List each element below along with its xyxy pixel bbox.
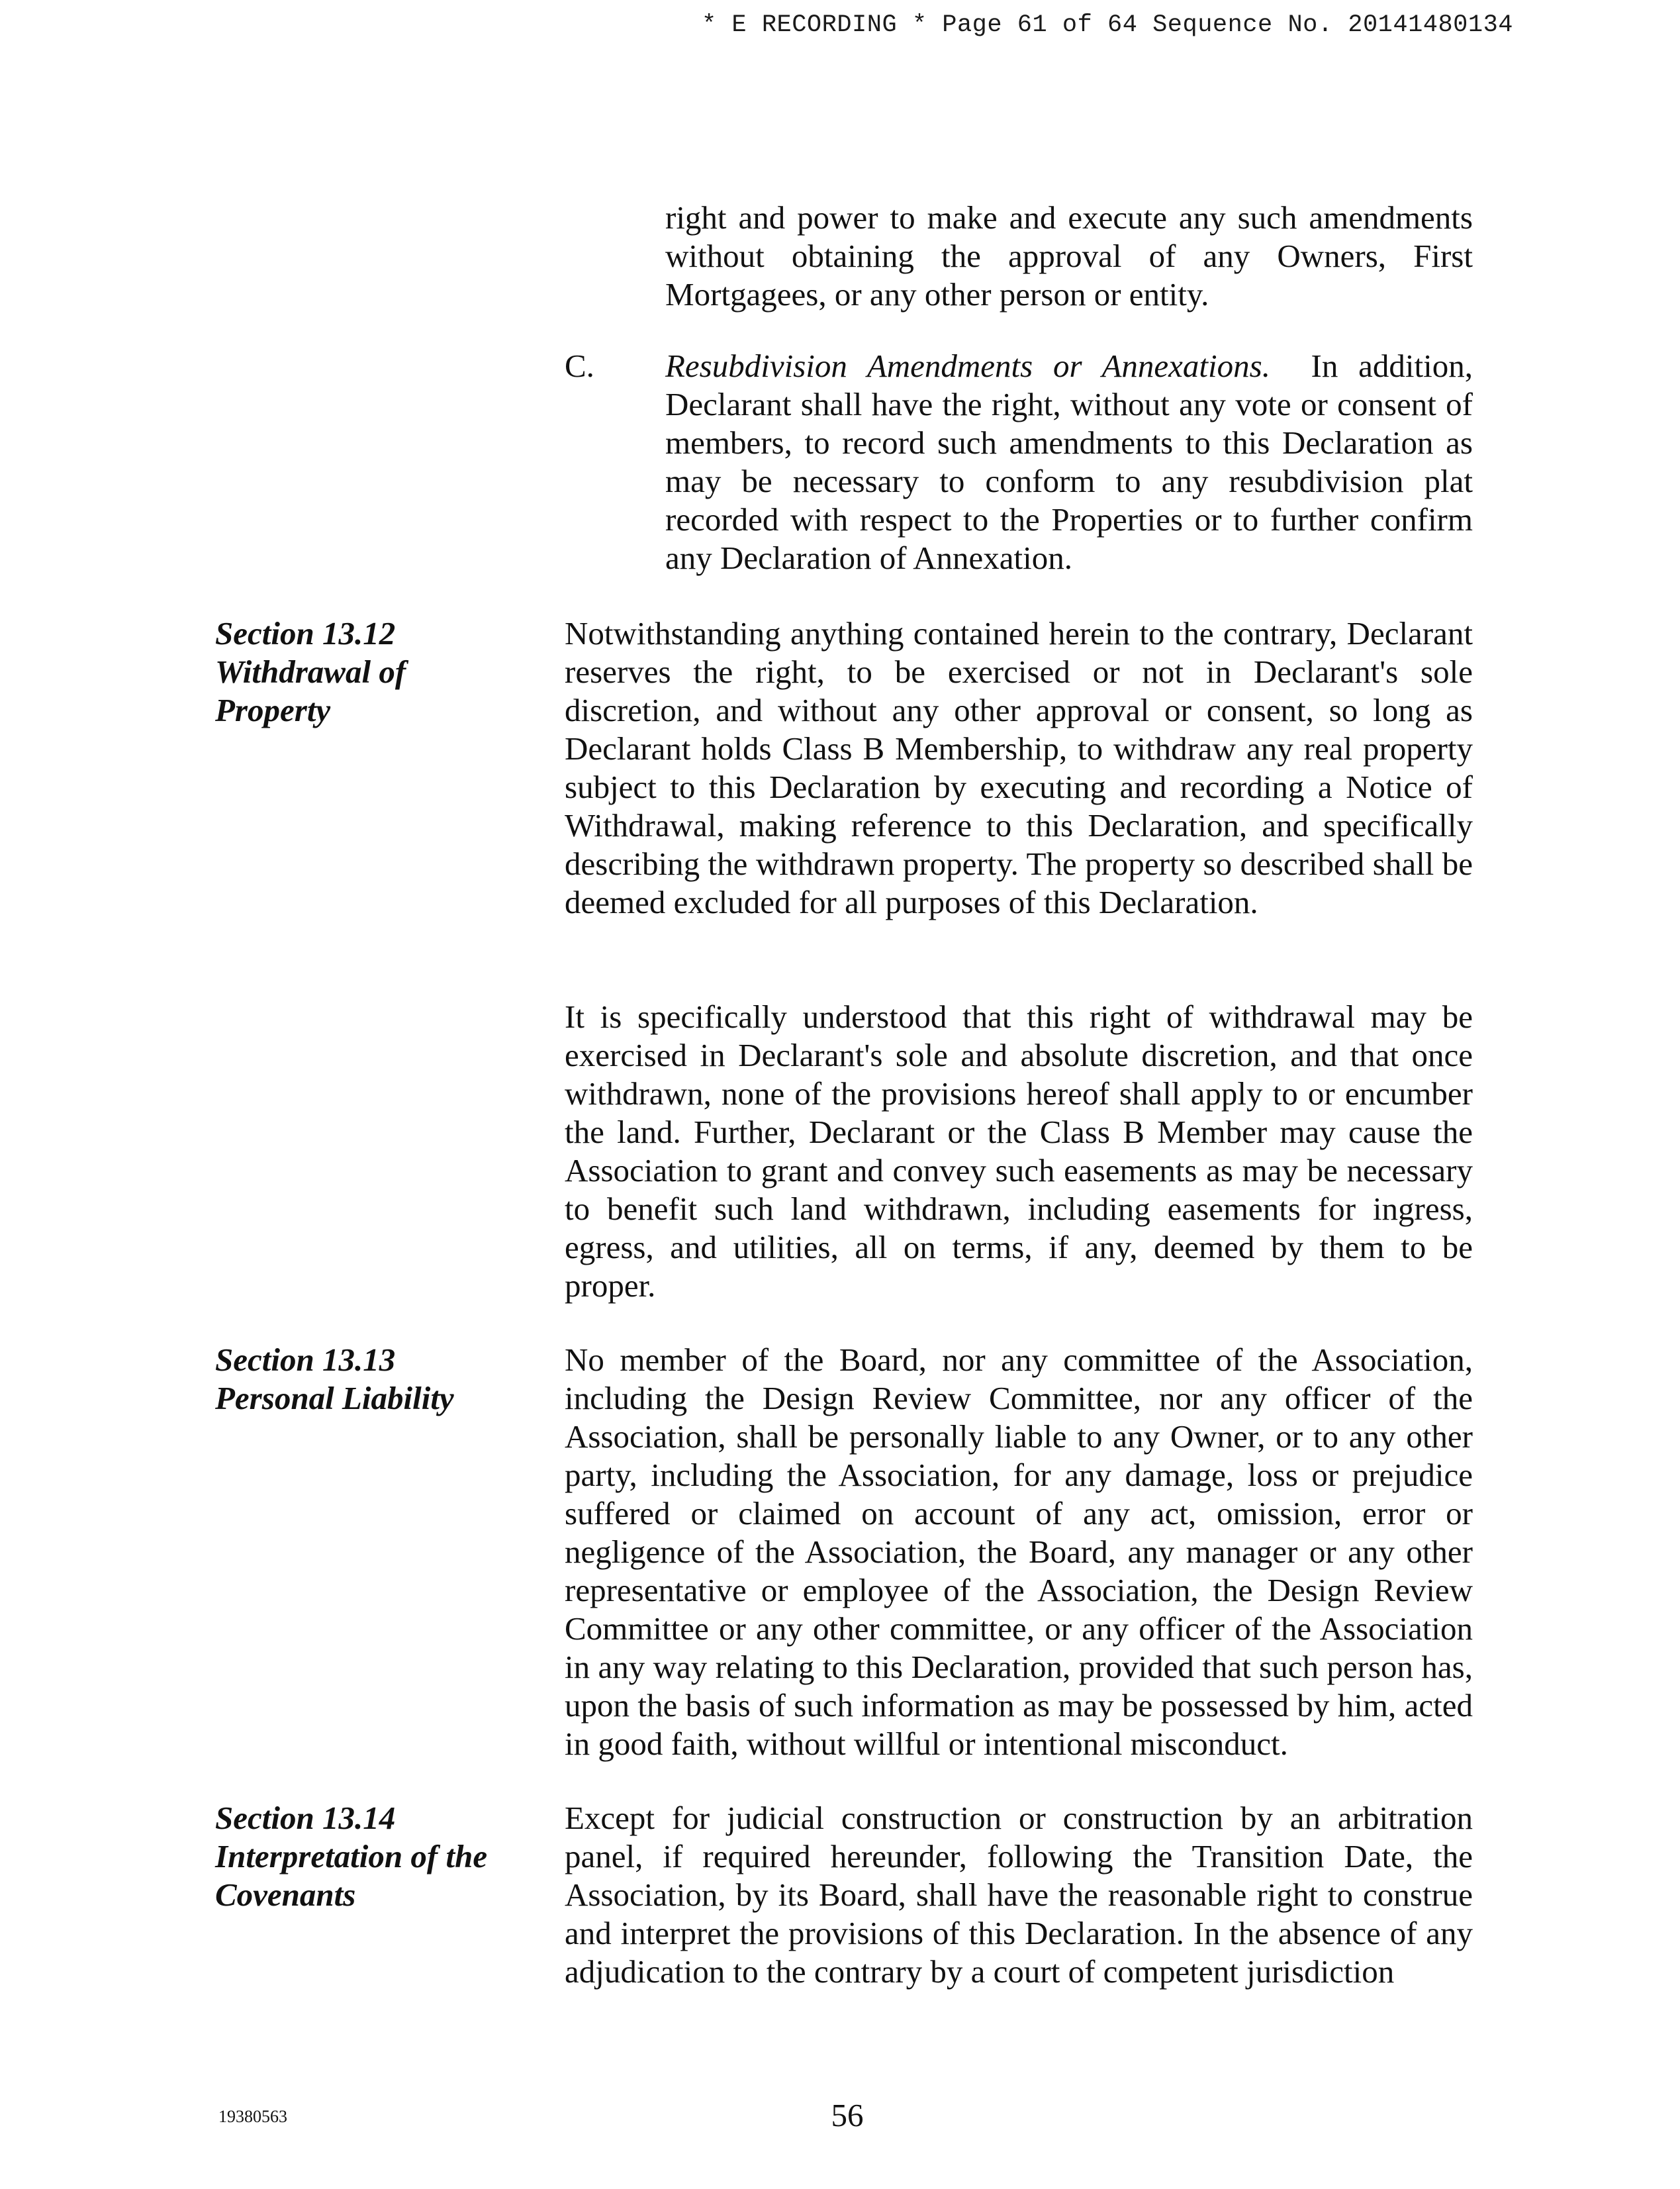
page-number: 56	[831, 2097, 864, 2133]
section-13-13-title: Personal Liability	[215, 1380, 454, 1416]
section-13-14-paragraph-1: Except for judicial construction or construction by an arbitration panel, if required hereunder, following the Transition Date, the Association, by its Board, shall have the reasonable right to construe and interpret the provisions of this Declaration. In the absence of any adjudication to the contrary by a court of competent jurisdiction	[565, 1800, 1473, 1990]
section-13-12-paragraph-2: It is specifically understood that this right of withdrawal may be exercised in Declarant's sole and absolute discretion, and that once withdrawn, none of the provisions hereof shall apply to or encumber the land. Further, Declarant or the Class B Member may cause the Association to grant and convey such easements as may be necessary to benefit such land withdrawn, including easements for ingress, egress, and utilities, all on terms, if any, deemed by them to be proper.	[565, 998, 1473, 1304]
subsection-c-body	[665, 347, 1473, 577]
section-13-14-title-line1: Interpretation of the	[215, 1838, 488, 1874]
section-13-12-title-line1: Withdrawal of	[215, 654, 406, 690]
subsection-c-letter: C.	[565, 348, 594, 384]
section-13-12-paragraph-1: Notwithstanding anything contained herein to the contrary, Declarant reserves the right, to be exercised or not in Declarant's sole discretion, and without any other approval or consent, so long as Declarant holds Class B Membership, to withdraw any real property subject to this Declaration by executing and recording a Notice of Withdrawal, making reference to this Declaration, and specifically describing the withdrawn property. The property so described shall be deemed excluded for all purposes of this Declaration.	[565, 615, 1473, 920]
section-13-12-heading	[215, 614, 520, 730]
section-13-14-title-line2: Covenants	[215, 1876, 356, 1913]
section-13-13-heading	[215, 1341, 520, 1418]
continuation-paragraph: right and power to make and execute any such amendments without obtaining the approval of any Owners, First Mortgagees, or any other person or entity.	[665, 199, 1473, 313]
recording-header: * E RECORDING * Page 61 of 64 Sequence No. 20141480134	[702, 11, 1513, 39]
section-13-13-number: Section 13.13	[215, 1341, 396, 1378]
section-13-14-number: Section 13.14	[215, 1800, 396, 1836]
subsection-c	[565, 347, 1473, 577]
section-13-14-heading	[215, 1799, 520, 1914]
section-13-13-paragraph-1: No member of the Board, nor any committee of the Association, including the Design Review Committee, nor any officer of the Association, shall be personally liable to any Owner, or to any other party, including the Association, for any damage, loss or prejudice suffered or claimed on account of any act, omission, error or negligence of the Association, the Board, any manager or any other representative or employee of the Association, the Design Review Committee or any other committee, or any officer of the Association in any way relating to this Declaration, provided that such person has, upon the basis of such information as may be possessed by him, acted in good faith, without willful or intentional misconduct.	[565, 1341, 1473, 1762]
subsection-c-heading: Resubdivision Amendments or Annexations.	[665, 348, 1270, 384]
section-13-12-title-line2: Property	[215, 692, 331, 728]
section-13-12-number: Section 13.12	[215, 615, 396, 652]
document-id: 19380563	[218, 2107, 287, 2126]
subsection-c-text: In addition, Declarant shall have the right, without any vote or consent of members, to record such amendments to this Declaration as may be necessary to conform to any resubdivision plat recorded with respect to the Properties or to further confirm any Declaration of Annexation.	[665, 348, 1473, 576]
